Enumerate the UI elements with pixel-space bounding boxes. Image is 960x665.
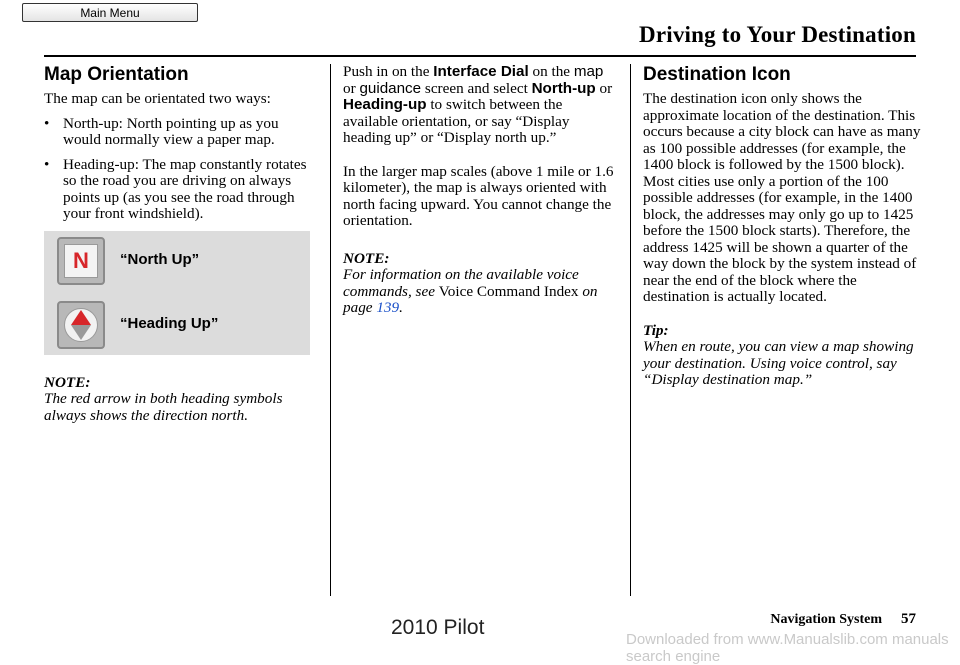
north-up-term: North-up: [531, 79, 596, 97]
north-up-label: “North Up”: [120, 250, 200, 268]
column-orientation-switch: [343, 64, 618, 317]
list-item-heading-up: • Heading-up: The map constantly rotates so the road you are driving on always points up (as you see the road through your front windshield).: [44, 157, 316, 223]
compass-arrow-icon: [69, 310, 93, 340]
heading-up-label: “Heading Up”: [120, 314, 219, 332]
tip-label: Tip:: [643, 321, 669, 339]
model-watermark: 2010 Pilot: [391, 616, 485, 639]
intro-text: The map can be orientated two ways:: [44, 90, 271, 107]
page-title: Driving to Your Destination: [639, 22, 916, 47]
page-number: 57: [901, 611, 916, 627]
tip-text: When en route, you can view a map showing your destination. Using voice control, say “Display destination map.”: [643, 338, 914, 388]
column-destination-icon: [643, 64, 921, 389]
guidance-term: guidance: [359, 79, 422, 97]
column-divider-1: [330, 64, 331, 596]
section-heading-destination-icon: Destination Icon: [643, 64, 791, 85]
column-divider-2: [630, 64, 631, 596]
north-letter: N: [73, 247, 89, 273]
note-label-2: NOTE:: [343, 249, 390, 267]
note-text: The red arrow in both heading symbols always shows the direction north.: [44, 390, 283, 424]
column-map-orientation: [44, 64, 316, 424]
source-watermark: Downloaded from www.Manualslib.com manuals search engine: [626, 631, 949, 665]
page-link-139[interactable]: 139: [376, 299, 400, 316]
note-label: NOTE:: [44, 373, 91, 391]
orientation-list: [44, 116, 316, 223]
heading-up-icon: [57, 301, 105, 349]
orientation-icon-panel: [44, 231, 310, 355]
footer-section-title: Navigation System: [770, 612, 882, 627]
section-heading-map-orientation: Map Orientation: [44, 64, 189, 85]
main-menu-button[interactable]: Main Menu: [22, 3, 198, 22]
heading-up-term: Heading-up: [343, 96, 427, 113]
header-divider: [44, 55, 916, 57]
destination-icon-text: The destination icon only shows the approximate location of the destination. This occurs because a city block can have as many as 100 possible addresses (for example, the 1400 block is followed by the 1500 block). Most cities use only a portion of the 100 possible addresses (for example, in the 1400 block, the addresses may only go up to 1425 before the 1500 block starts). Therefore, the address 1425 will be shown a quarter of the way down the block by the system instead of near the end of the block where the destination is actually located.: [643, 90, 921, 305]
map-term: map: [573, 63, 604, 80]
voice-command-index-ref: Voice Command Index: [438, 282, 579, 300]
note-voice-commands: For information on the available voice commands, see Voice Command Index on page 139.: [343, 266, 598, 316]
switch-instructions: Push in on the Interface Dial on the map or guidance screen and select North-up or Heading-up to switch between the available orientation, or say “Display heading up” or “Display north up.”: [343, 63, 613, 146]
north-up-icon: [57, 237, 105, 285]
list-item-north-up: • North-up: North pointing up as you would normally view a paper map.: [44, 116, 316, 149]
map-scale-text: In the larger map scales (above 1 mile or 1.6 kilometer), the map is always oriented with north facing upward. You cannot change the orientation.: [343, 162, 614, 229]
interface-dial-term: Interface Dial: [433, 63, 529, 80]
